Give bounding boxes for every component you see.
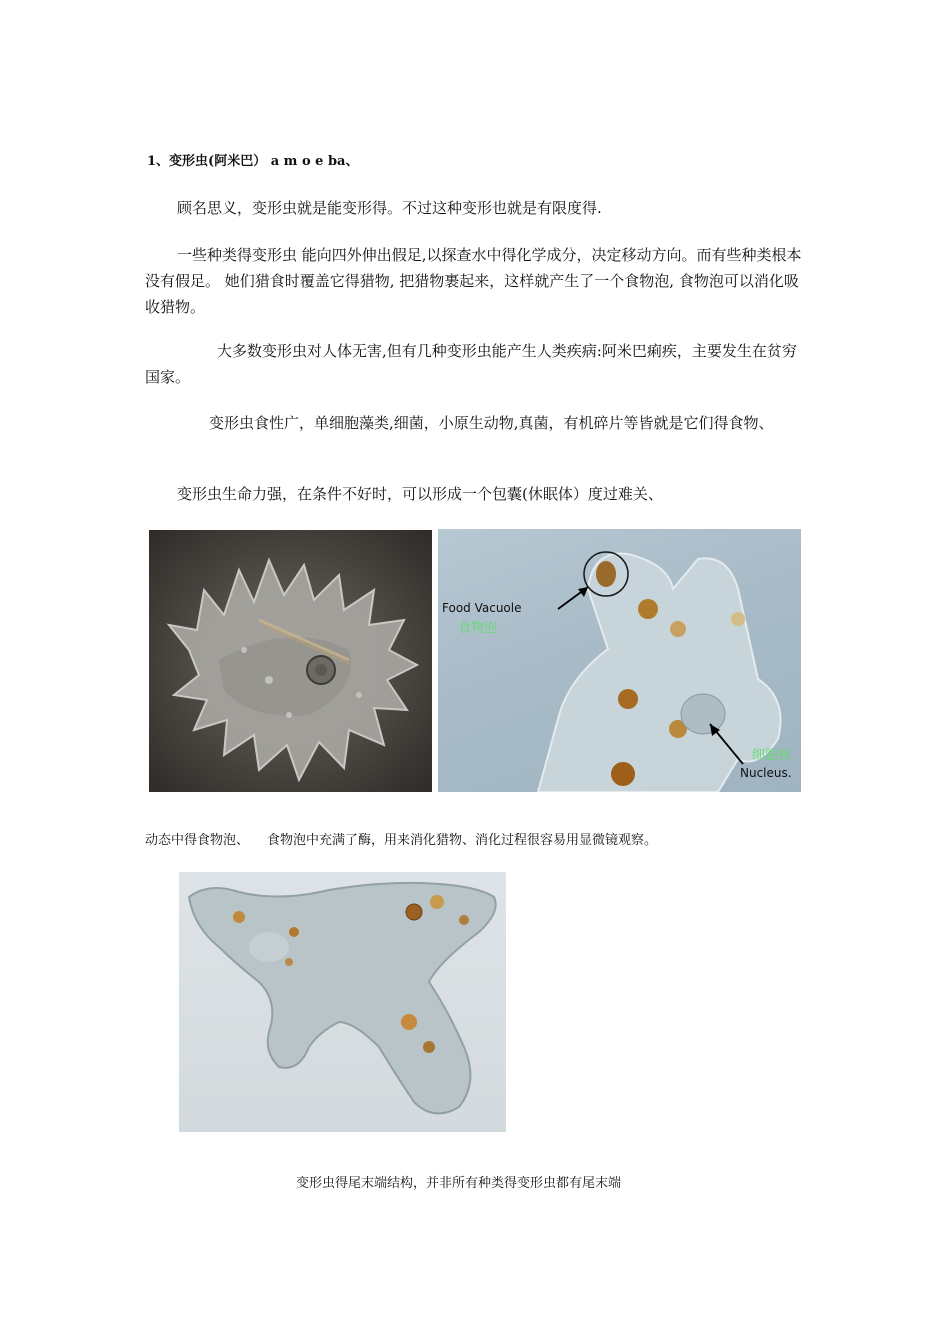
paragraph-2: 一些种类得变形虫 能向四外伸出假足,以探查水中得化学成分，决定移动方向。而有些种类根本没有假足。 她们猎食时覆盖它得猎物, 把猎物裹起来，这样就产生了一个食物泡, 食物泡可以消化吸收猎物。 <box>145 246 802 316</box>
paragraph-1: 顾名思义，变形虫就是能变形得。不过这种变形也就是有限度得. <box>177 199 602 217</box>
food-vacuole-label-en: Food Vacuole <box>442 601 522 615</box>
food-vacuole-illustration <box>438 529 801 792</box>
paragraph-5: 变形虫生命力强，在条件不好时，可以形成一个包囊(休眠体）度过难关、 <box>177 485 663 503</box>
food-vacuole-nucleus-photo <box>438 529 801 792</box>
paragraph-3: 大多数变形虫对人体无害,但有几种变形虫能产生人类疾病:阿米巴痢疾，主要发生在贫穷国家。 <box>145 342 797 386</box>
figure-caption-2: 变形虫得尾末端结构，并非所有种类得变形虫都有尾末端 <box>296 1176 622 1191</box>
amoeba-pseudopods-illustration <box>149 530 432 792</box>
amoeba-tail-illustration <box>179 872 506 1132</box>
figure-caption-1 <box>145 829 657 848</box>
amoeba-pseudopods-photo <box>149 530 432 792</box>
section-title: 1、变形虫(阿米巴） a m o e ba、 <box>147 154 359 169</box>
caption-1-part-1: 动态中得食物泡、 <box>145 833 250 848</box>
caption-1-part-2: 食物泡中充满了酶，用来消化猎物、消化过程很容易用显微镜观察。 <box>267 833 658 848</box>
nucleus-label-en: Nucleus. <box>740 766 792 780</box>
amoeba-tail-photo <box>179 872 506 1132</box>
paragraph-4: 变形虫食性广，单细胞藻类,细菌，小原生动物,真菌，有机碎片等皆就是它们得食物、 <box>209 414 774 432</box>
nucleus-label-zh: 细胞核 <box>752 748 792 763</box>
food-vacuole-label-zh: 食物泡 <box>458 621 498 636</box>
